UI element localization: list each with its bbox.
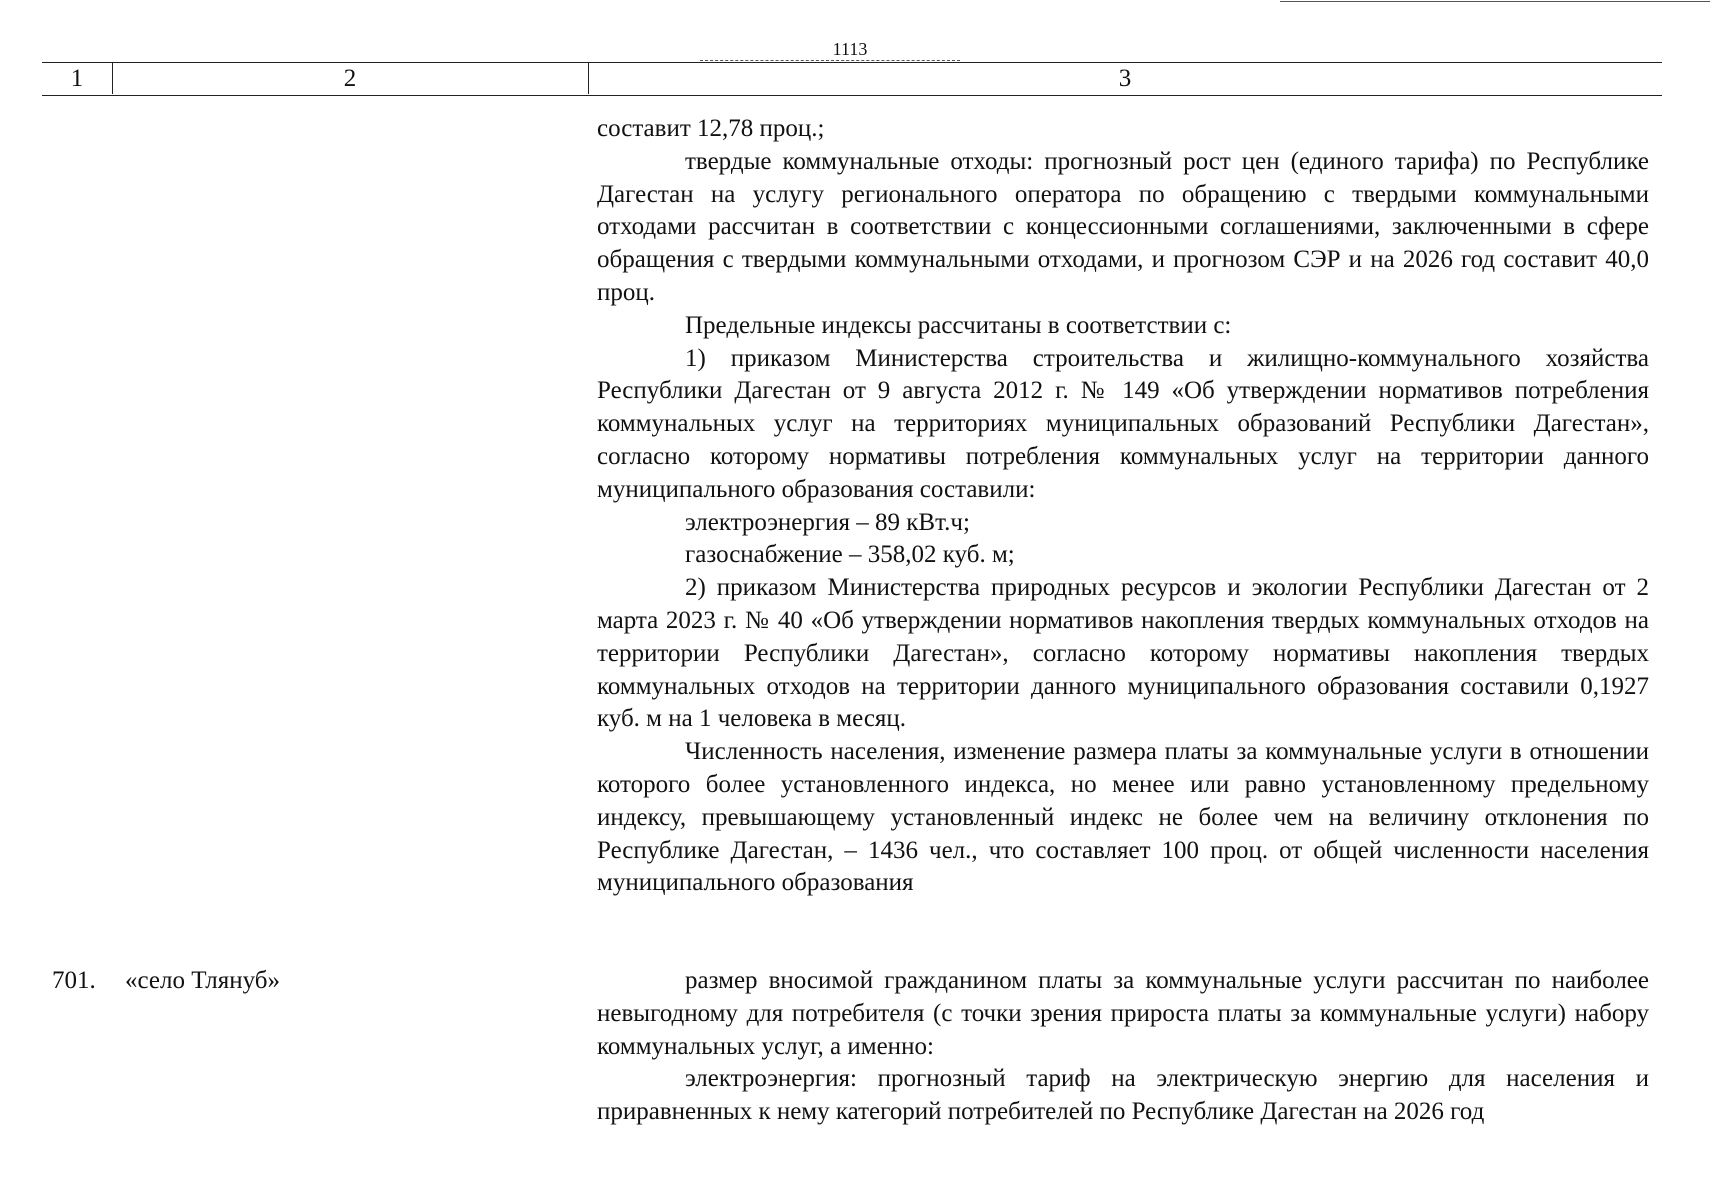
header-column-2: 2 <box>343 65 357 92</box>
paragraph: размер вносимой гражданином платы за коммунальные услуги рассчитан по наиболее невыгодному для потребителя (с точки зрения прироста платы за коммунальные услуги) набору коммунальных услуг, а именно: <box>597 967 1649 1060</box>
paragraph: электроэнергия: прогнозный тариф на электрическую энергию для населения и приравненных к нему категорий потребителей по Республике Дагестан на 2026 год <box>597 1065 1649 1126</box>
header-column-1: 1 <box>70 65 84 92</box>
paragraph: твердые коммунальные отходы: прогнозный рост цен (единого тарифа) по Республике Дагестан на услугу регионального оператора по обращению с твердыми коммунальными отходами рассчитан в соответствии с концессионными соглашениями, заключенными в сфере обращения с твердыми коммунальными отходами, и прогнозом СЭР и на 2026 год составит 40,0 проц. <box>597 147 1649 306</box>
paragraph: составит 12,78 проц.; <box>597 115 825 142</box>
paragraph: газоснабжение – 358,02 куб. м; <box>685 541 1015 569</box>
table-header <box>42 62 1662 96</box>
scan-line-top-right <box>1280 1 1710 2</box>
paragraph: электроэнергия – 89 кВт.ч; <box>685 508 970 536</box>
scan-line-under-page-number <box>700 60 960 61</box>
entry-text <box>597 965 1649 1129</box>
paragraph: 1) приказом Министерства строительства и жилищно-коммунального хозяйства Республики Дагестан от 9 августа 2012 г. № 149 «Об утверждении нормативов потребления коммунальных услуг на территориях муниципальных образований Республики Дагестан», согласно которому нормативы потребления коммунальных услуг на территории данного муниципального образования составили: <box>597 344 1649 503</box>
paragraph: Численность населения, изменение размера платы за коммунальные услуги в отношении которого более установленного индекса, но менее или равно установленному предельному индексу, превышающему установленный индекс не более чем на величину отклонения по Республике Дагестан, – 1436 чел., что составляет 100 проц. от общей численности населения муниципального образования <box>597 738 1649 897</box>
page-number: 1113 <box>832 39 868 59</box>
paragraph: Предельные индексы рассчитаны в соответствии с: <box>685 311 1232 339</box>
top-section-text <box>597 113 1649 900</box>
header-column-3: 3 <box>1118 65 1132 92</box>
entry-name: «село Тлянуб» <box>125 967 280 994</box>
entry-number: 701. <box>52 967 96 994</box>
paragraph: 2) приказом Министерства природных ресурсов и экологии Республики Дагестан от 2 марта 2023 г. № 40 «Об утверждении нормативов накопления твердых коммунальных отходов на территории Республики Дагестан», согласно которому нормативы накопления твердых коммунальных отходов на территории данного муниципального образования составили 0,1927 куб. м на 1 человека в месяц. <box>597 574 1649 733</box>
